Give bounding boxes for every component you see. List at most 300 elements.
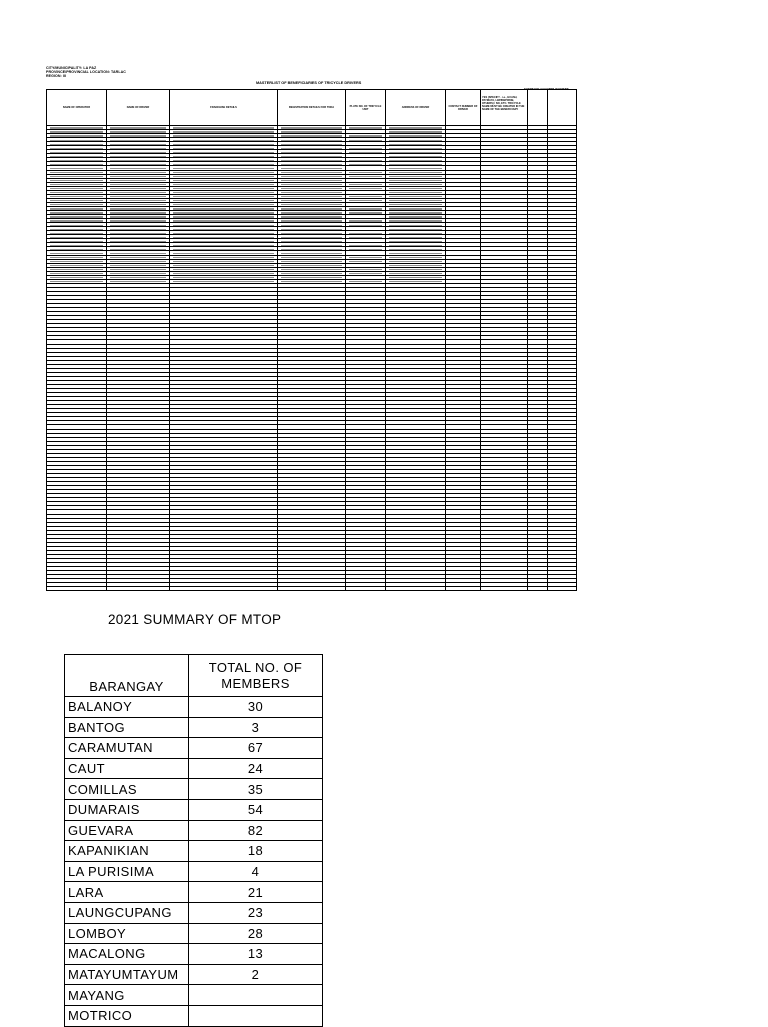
illegible-text (389, 265, 442, 266)
illegible-text (110, 237, 166, 238)
illegible-text (389, 156, 442, 157)
illegible-text (281, 253, 342, 254)
barangay-name: LARA (65, 882, 189, 903)
illegible-text (50, 249, 103, 250)
barangay-name: DUMARAIS (65, 799, 189, 820)
member-count: 18 (189, 841, 323, 862)
illegible-text (389, 216, 442, 217)
illegible-text (173, 233, 274, 234)
illegible-text (50, 152, 103, 153)
illegible-text (349, 245, 382, 246)
municipality-line: CITY/MUNICIPALITY: LA PAZ (46, 66, 97, 70)
illegible-text (389, 135, 442, 136)
illegible-text (173, 168, 274, 169)
barangay-name: CARAMUTAN (65, 738, 189, 759)
illegible-text (110, 208, 166, 209)
illegible-text (281, 180, 342, 181)
illegible-text (50, 281, 103, 282)
illegible-text (50, 261, 103, 262)
illegible-text (50, 127, 103, 128)
illegible-text (173, 204, 274, 205)
illegible-text (173, 241, 274, 242)
illegible-text (389, 208, 442, 209)
illegible-text (173, 135, 274, 136)
column-extra-1 (528, 90, 548, 126)
illegible-text (110, 172, 166, 173)
illegible-text (50, 253, 103, 254)
illegible-text (349, 212, 382, 213)
illegible-text (389, 261, 442, 262)
illegible-text (50, 156, 103, 157)
illegible-text (50, 212, 103, 213)
illegible-text (349, 273, 382, 274)
illegible-text (50, 269, 103, 270)
illegible-text (281, 148, 342, 149)
illegible-text (389, 196, 442, 197)
illegible-text (389, 168, 442, 169)
illegible-text (173, 281, 274, 282)
member-count (189, 1005, 323, 1026)
illegible-text (50, 233, 103, 234)
illegible-text (110, 273, 166, 274)
member-count (189, 985, 323, 1006)
masterlist-cell (386, 587, 446, 591)
illegible-text (110, 269, 166, 270)
illegible-text (110, 168, 166, 169)
province-line: PROVINCE/PROVINCIAL LOCATION: TARLAC (46, 70, 126, 75)
barangay-name: MATAYUMTAYUM (65, 964, 189, 985)
member-count: 35 (189, 779, 323, 800)
total-members-header: TOTAL NO. OF MEMBERS (189, 655, 323, 697)
illegible-text (50, 241, 103, 242)
illegible-text (349, 172, 382, 173)
illegible-text (50, 160, 103, 161)
column-address: ADDRESS OF DRIVER (386, 90, 446, 126)
illegible-text (389, 180, 442, 181)
illegible-text (173, 192, 274, 193)
illegible-text (173, 249, 274, 250)
summary-row (65, 841, 323, 862)
illegible-text (389, 249, 442, 250)
illegible-text (110, 131, 166, 132)
illegible-text (50, 131, 103, 132)
illegible-text (281, 277, 342, 278)
illegible-text (173, 164, 274, 165)
illegible-text (110, 229, 166, 230)
column-plate-no: PLATE NO. OF TRICYCLE UNIT (346, 90, 386, 126)
illegible-text (349, 220, 382, 221)
illegible-text (173, 269, 274, 270)
illegible-text (110, 184, 166, 185)
illegible-text (110, 233, 166, 234)
masterlist-header-row (47, 90, 577, 126)
illegible-text (173, 273, 274, 274)
illegible-text (110, 196, 166, 197)
illegible-text (110, 200, 166, 201)
masterlist-cell (278, 587, 346, 591)
illegible-text (173, 261, 274, 262)
illegible-text (110, 152, 166, 153)
summary-row (65, 717, 323, 738)
illegible-text (389, 241, 442, 242)
illegible-text (349, 196, 382, 197)
illegible-text (50, 144, 103, 145)
illegible-text (349, 135, 382, 136)
illegible-text (281, 188, 342, 189)
masterlist-cell (481, 587, 528, 591)
illegible-text (110, 144, 166, 145)
summary-row (65, 861, 323, 882)
illegible-text (349, 200, 382, 201)
illegible-text (110, 253, 166, 254)
column-contact: CONTACT NUMBER OF DRIVER (446, 90, 481, 126)
illegible-text (281, 225, 342, 226)
illegible-text (281, 269, 342, 270)
illegible-text (50, 172, 103, 173)
illegible-text (281, 273, 342, 274)
illegible-text (281, 249, 342, 250)
illegible-text (110, 281, 166, 282)
illegible-text (389, 257, 442, 258)
illegible-text (349, 261, 382, 262)
illegible-text (281, 212, 342, 213)
illegible-text (50, 188, 103, 189)
illegible-text (281, 233, 342, 234)
illegible-text (281, 229, 342, 230)
barangay-name: MACALONG (65, 944, 189, 965)
summary-row (65, 882, 323, 903)
illegible-text (50, 135, 103, 136)
illegible-text (110, 180, 166, 181)
member-count: 30 (189, 697, 323, 718)
member-count: 67 (189, 738, 323, 759)
column-account: YES (SPECIFY - i.e., GCASH, PAYMAYA, LBP/DBP/ROB, OTHERS) / NO, ETC. TRICYCLE NAME MUST BE CREATED IN THE NAME OF THE BENEFICIARY (481, 90, 528, 126)
illegible-text (50, 204, 103, 205)
illegible-text (389, 192, 442, 193)
illegible-text (110, 160, 166, 161)
illegible-text (110, 176, 166, 177)
illegible-text (349, 188, 382, 189)
illegible-text (389, 148, 442, 149)
summary-header-row (65, 655, 323, 697)
illegible-text (173, 196, 274, 197)
summary-row (65, 820, 323, 841)
barangay-name: KAPANIKIAN (65, 841, 189, 862)
barangay-name: LAUNGCUPANG (65, 902, 189, 923)
illegible-text (281, 164, 342, 165)
illegible-text (349, 127, 382, 128)
illegible-text (50, 220, 103, 221)
illegible-text (389, 204, 442, 205)
illegible-text (389, 225, 442, 226)
illegible-text (281, 131, 342, 132)
illegible-text (50, 176, 103, 177)
illegible-text (173, 140, 274, 141)
illegible-text (349, 225, 382, 226)
illegible-text (173, 212, 274, 213)
illegible-text (173, 188, 274, 189)
illegible-text (349, 233, 382, 234)
illegible-text (281, 216, 342, 217)
summary-accomplishment-label: SUMMARY ACCOMPLISHMENT (524, 87, 569, 91)
illegible-text (50, 229, 103, 230)
illegible-text (50, 225, 103, 226)
illegible-text (281, 241, 342, 242)
illegible-text (281, 135, 342, 136)
illegible-text (173, 277, 274, 278)
illegible-text (349, 269, 382, 270)
illegible-text (281, 156, 342, 157)
illegible-text (281, 220, 342, 221)
illegible-text (173, 176, 274, 177)
summary-row (65, 697, 323, 718)
illegible-text (110, 220, 166, 221)
illegible-text (173, 265, 274, 266)
illegible-text (281, 261, 342, 262)
illegible-text (281, 192, 342, 193)
illegible-text (173, 229, 274, 230)
barangay-name: MOTRICO (65, 1005, 189, 1026)
illegible-text (349, 152, 382, 153)
illegible-text (50, 208, 103, 209)
barangay-header: BARANGAY (65, 655, 189, 697)
illegible-text (389, 269, 442, 270)
illegible-text (349, 164, 382, 165)
summary-row (65, 779, 323, 800)
summary-row (65, 758, 323, 779)
illegible-text (281, 144, 342, 145)
illegible-text (281, 127, 342, 128)
illegible-text (110, 148, 166, 149)
illegible-text (110, 140, 166, 141)
illegible-text (281, 237, 342, 238)
illegible-text (110, 204, 166, 205)
illegible-text (110, 156, 166, 157)
barangay-name: LOMBOY (65, 923, 189, 944)
illegible-text (173, 160, 274, 161)
barangay-name: COMILLAS (65, 779, 189, 800)
barangay-name: GUEVARA (65, 820, 189, 841)
illegible-text (389, 212, 442, 213)
illegible-text (173, 184, 274, 185)
illegible-text (110, 135, 166, 136)
masterlist-empty-row (47, 587, 577, 591)
masterlist-cell (107, 587, 170, 591)
illegible-text (173, 220, 274, 221)
illegible-text (173, 148, 274, 149)
illegible-text (389, 176, 442, 177)
masterlist-cell (170, 587, 278, 591)
masterlist-cell (446, 587, 481, 591)
illegible-text (389, 172, 442, 173)
illegible-text (281, 245, 342, 246)
illegible-text (173, 144, 274, 145)
member-count: 4 (189, 861, 323, 882)
illegible-text (281, 265, 342, 266)
masterlist-cell (346, 587, 386, 591)
illegible-text (50, 168, 103, 169)
illegible-text (349, 281, 382, 282)
illegible-text (389, 237, 442, 238)
illegible-text (389, 273, 442, 274)
column-driver: NAME OF DRIVER (107, 90, 170, 126)
illegible-text (349, 148, 382, 149)
illegible-text (110, 192, 166, 193)
summary-row (65, 964, 323, 985)
member-count: 3 (189, 717, 323, 738)
masterlist-page (46, 66, 576, 111)
illegible-text (389, 127, 442, 128)
illegible-text (389, 152, 442, 153)
illegible-text (389, 253, 442, 254)
illegible-text (110, 216, 166, 217)
illegible-text (50, 200, 103, 201)
illegible-text (50, 216, 103, 217)
illegible-text (50, 257, 103, 258)
summary-row (65, 985, 323, 1006)
summary-title: 2021 SUMMARY OF MTOP (108, 612, 282, 627)
masterlist-table (46, 89, 577, 591)
illegible-text (389, 220, 442, 221)
illegible-text (173, 200, 274, 201)
summary-row (65, 923, 323, 944)
illegible-text (173, 180, 274, 181)
illegible-text (110, 212, 166, 213)
illegible-text (110, 277, 166, 278)
summary-row (65, 902, 323, 923)
illegible-text (110, 127, 166, 128)
illegible-text (281, 160, 342, 161)
masterlist-cell (47, 587, 107, 591)
illegible-text (281, 152, 342, 153)
illegible-text (173, 225, 274, 226)
illegible-text (50, 277, 103, 278)
illegible-text (389, 277, 442, 278)
illegible-text (349, 184, 382, 185)
summary-table (64, 654, 323, 1027)
illegible-text (50, 196, 103, 197)
illegible-text (349, 160, 382, 161)
masterlist-body (47, 126, 577, 591)
member-count: 28 (189, 923, 323, 944)
illegible-text (110, 241, 166, 242)
summary-row (65, 799, 323, 820)
summary-row (65, 1005, 323, 1026)
summary-row (65, 738, 323, 759)
illegible-text (110, 164, 166, 165)
illegible-text (349, 237, 382, 238)
illegible-text (173, 208, 274, 209)
illegible-text (110, 249, 166, 250)
illegible-text (50, 273, 103, 274)
illegible-text (389, 164, 442, 165)
summary-row (65, 944, 323, 965)
illegible-text (349, 257, 382, 258)
illegible-text (281, 281, 342, 282)
illegible-text (110, 225, 166, 226)
illegible-text (281, 204, 342, 205)
barangay-name: CAUT (65, 758, 189, 779)
member-count: 23 (189, 902, 323, 923)
illegible-text (173, 172, 274, 173)
barangay-name: LA PURISIMA (65, 861, 189, 882)
region-line: REGION: III (46, 74, 66, 79)
illegible-text (50, 140, 103, 141)
barangay-name: MAYANG (65, 985, 189, 1006)
illegible-text (110, 265, 166, 266)
illegible-text (173, 253, 274, 254)
illegible-text (281, 196, 342, 197)
barangay-name: BANTOG (65, 717, 189, 738)
member-count: 82 (189, 820, 323, 841)
illegible-text (389, 229, 442, 230)
illegible-text (173, 216, 274, 217)
member-count: 21 (189, 882, 323, 903)
illegible-text (349, 208, 382, 209)
illegible-text (50, 148, 103, 149)
illegible-text (50, 180, 103, 181)
barangay-name: BALANOY (65, 697, 189, 718)
illegible-text (110, 257, 166, 258)
illegible-text (50, 237, 103, 238)
illegible-text (50, 164, 103, 165)
illegible-text (389, 200, 442, 201)
member-count: 54 (189, 799, 323, 820)
illegible-text (389, 281, 442, 282)
column-operator: NAME OF OPERATOR (47, 90, 107, 126)
illegible-text (349, 249, 382, 250)
illegible-text (349, 176, 382, 177)
column-registration: REGISTRATION DETAILS FOR TODA (278, 90, 346, 126)
illegible-text (281, 176, 342, 177)
illegible-text (281, 140, 342, 141)
masterlist-header (46, 66, 576, 79)
member-count: 2 (189, 964, 323, 985)
illegible-text (281, 200, 342, 201)
illegible-text (281, 257, 342, 258)
illegible-text (389, 188, 442, 189)
illegible-text (281, 168, 342, 169)
illegible-text (389, 184, 442, 185)
illegible-text (50, 184, 103, 185)
member-count: 24 (189, 758, 323, 779)
illegible-text (389, 160, 442, 161)
illegible-text (349, 140, 382, 141)
illegible-text (281, 184, 342, 185)
illegible-text (173, 127, 274, 128)
illegible-text (173, 237, 274, 238)
illegible-text (389, 140, 442, 141)
illegible-text (389, 233, 442, 234)
illegible-text (110, 188, 166, 189)
illegible-text (110, 261, 166, 262)
illegible-text (110, 245, 166, 246)
column-franchise: FRANCHISE DETAILS (170, 90, 278, 126)
illegible-text (389, 144, 442, 145)
illegible-text (173, 131, 274, 132)
member-count: 13 (189, 944, 323, 965)
illegible-text (389, 131, 442, 132)
illegible-text (173, 257, 274, 258)
column-extra-2 (548, 90, 577, 126)
masterlist-cell (528, 587, 548, 591)
illegible-text (173, 152, 274, 153)
illegible-text (281, 172, 342, 173)
illegible-text (173, 245, 274, 246)
masterlist-cell (548, 587, 577, 591)
illegible-text (281, 208, 342, 209)
illegible-text (50, 192, 103, 193)
